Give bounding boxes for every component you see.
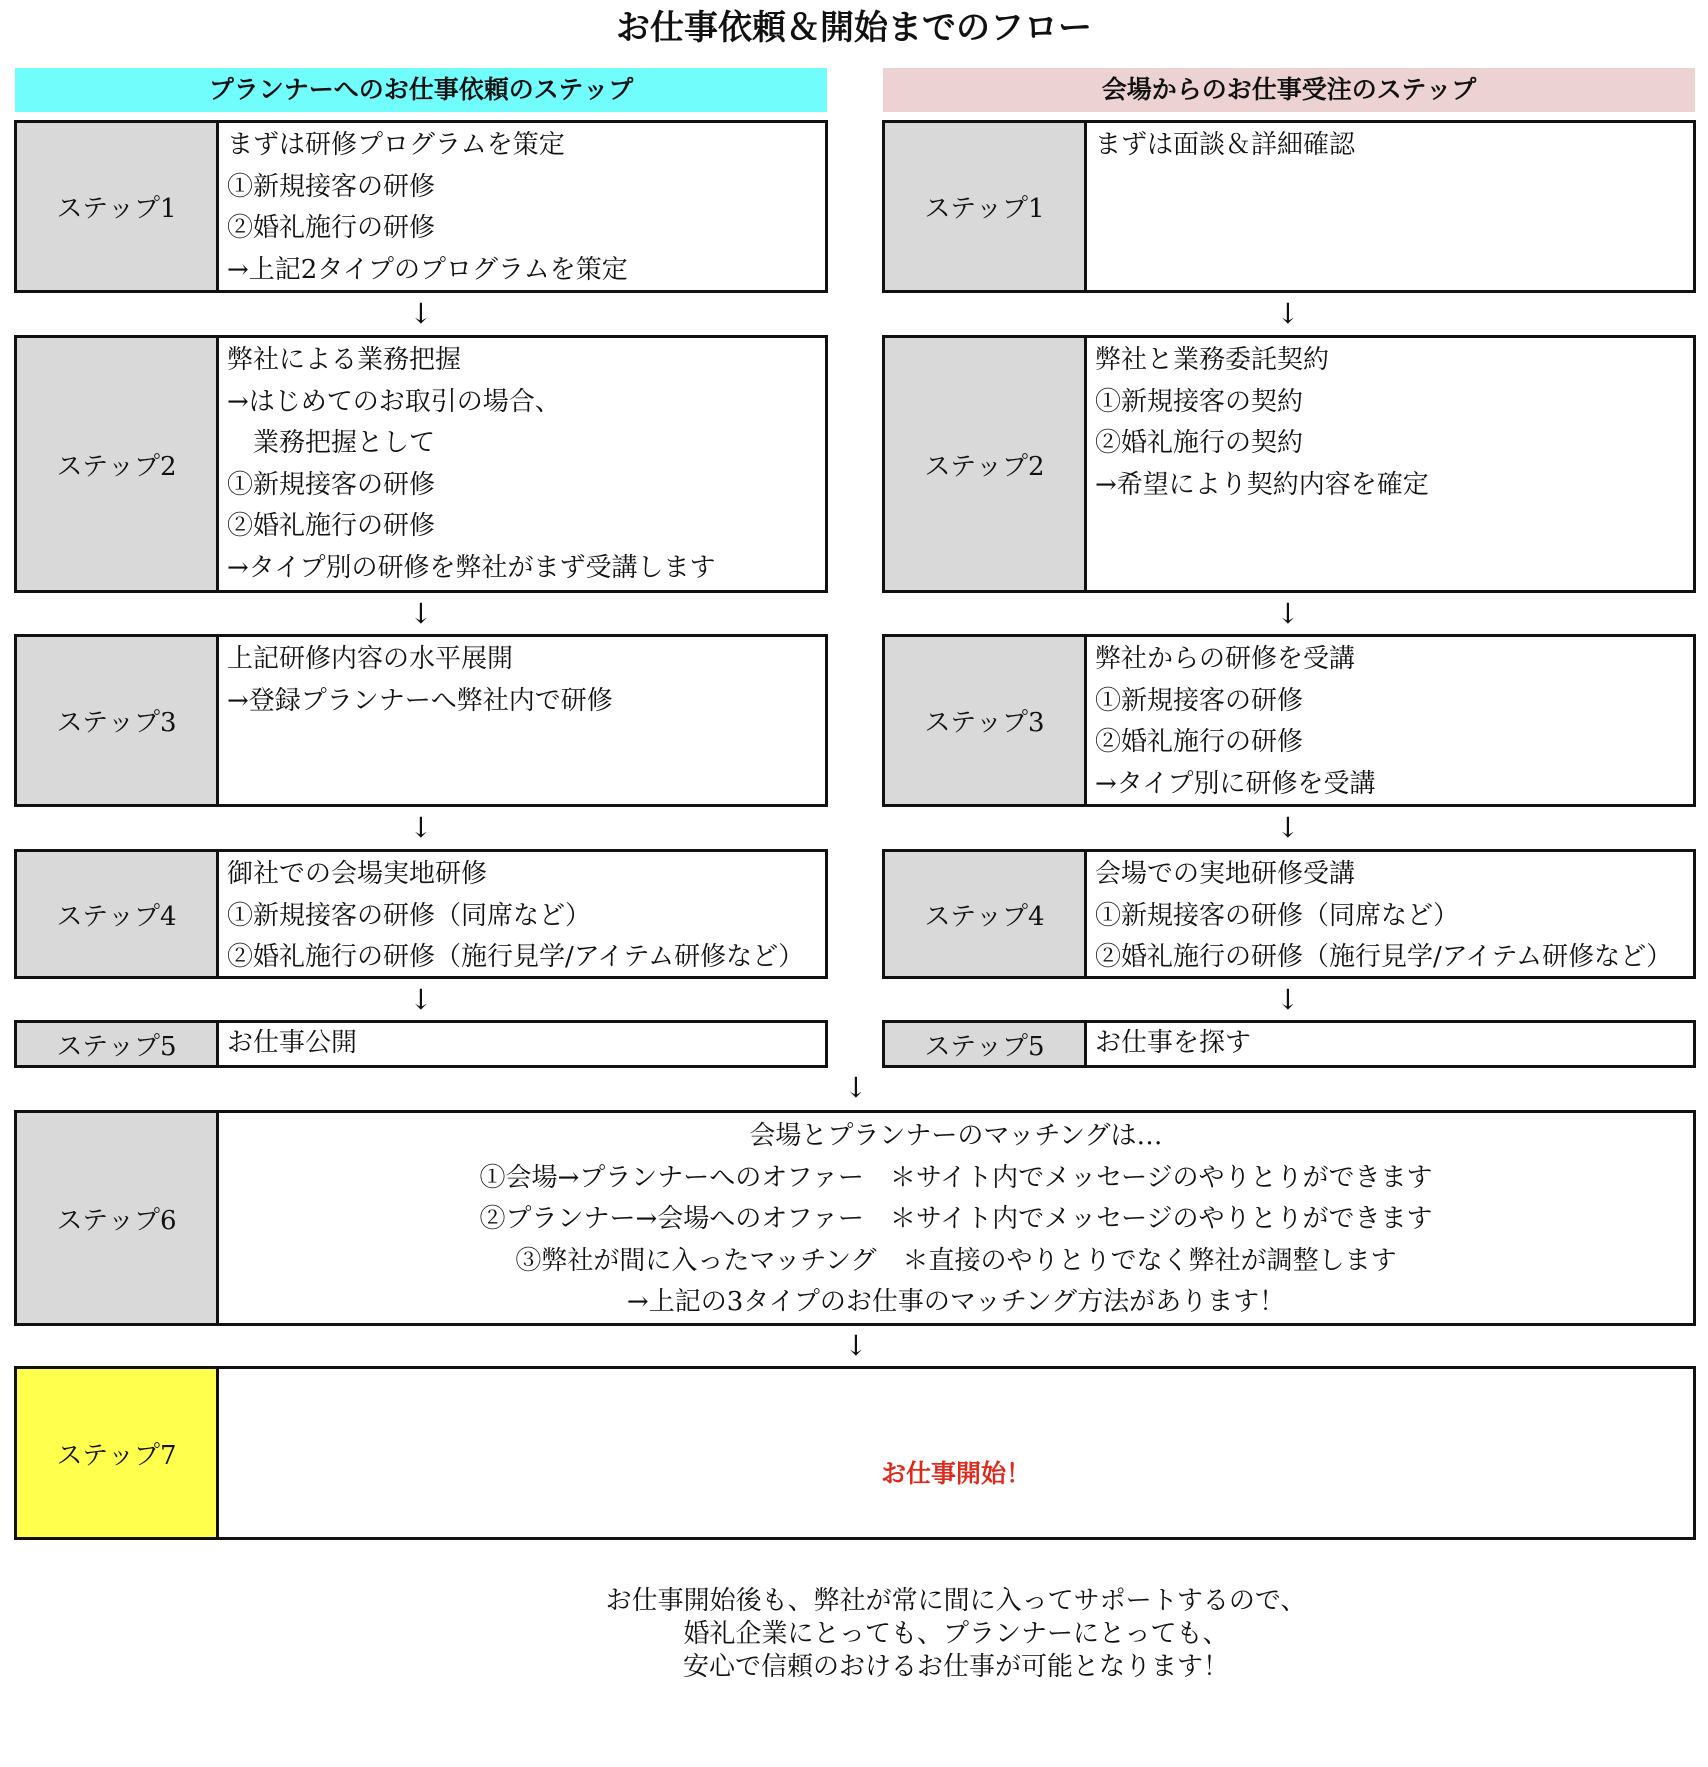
step-line: →希望により契約内容を確定 — [1095, 469, 1429, 500]
step-line: ①新規接客の研修（同席など） — [227, 900, 592, 931]
step-line: まずは研修プログラムを策定 — [227, 130, 565, 160]
down-arrow-icon: ↓ — [1276, 983, 1300, 1016]
step-line: 弊社による業務把握 — [227, 345, 462, 375]
step-label: ステップ2 — [17, 338, 219, 590]
step-content — [219, 338, 825, 590]
step-line: 弊社と業務委託契約 — [1095, 345, 1330, 375]
step-line: →上記の3タイプのお仕事のマッチング方法があります！ — [626, 1287, 1286, 1317]
work-start-text — [227, 1585, 1685, 1684]
step-line: →タイプ別の研修を弊社がまず受講します — [227, 552, 716, 583]
step-content — [219, 637, 825, 804]
down-arrow-icon: ↓ — [409, 811, 433, 844]
step-label: ステップ7 — [17, 1369, 219, 1537]
step-6-box — [14, 1110, 1696, 1326]
down-arrow-icon: ↓ — [1276, 597, 1300, 630]
step-line: ②婚礼施行の研修（施行見学/アイテム研修など） — [1095, 942, 1673, 972]
step-label: ステップ5 — [17, 1023, 219, 1065]
step-label: ステップ4 — [17, 852, 219, 976]
step-line: 会場とプランナーのマッチングは… — [749, 1121, 1163, 1151]
step-line: 上記研修内容の水平展開 — [227, 644, 514, 674]
step-line: ②婚礼施行の契約 — [1095, 428, 1304, 458]
right-column-header: 会場からのお仕事受注のステップ — [883, 68, 1695, 112]
step-label: ステップ1 — [17, 123, 219, 290]
right-step-5-box — [882, 1020, 1696, 1068]
step-content — [1087, 1023, 1693, 1065]
step-content — [1087, 338, 1693, 590]
down-arrow-icon: ↓ — [844, 1071, 868, 1104]
step-line: ②婚礼施行の研修 — [1095, 727, 1304, 757]
step-line: →はじめてのお取引の場合、 — [227, 386, 561, 417]
left-step-3-box — [14, 634, 828, 807]
work-start-heading: お仕事開始！ — [880, 1459, 1031, 1488]
step-line: ①新規接客の研修 — [227, 469, 436, 500]
left-step-2-box — [14, 335, 828, 593]
step-line: ②婚礼施行の研修 — [227, 511, 436, 541]
page-title: お仕事依頼＆開始までのフロー — [616, 8, 1092, 48]
step-label: ステップ4 — [885, 852, 1087, 976]
step-content — [219, 1023, 825, 1065]
step-line: ②プランナー→会場へのオファー ＊サイト内でメッセージのやりとりができます — [479, 1204, 1433, 1234]
step-line: →タイプ別に研修を受講 — [1095, 768, 1376, 799]
step-content — [219, 852, 825, 976]
step-line: 業務把握として — [227, 428, 436, 458]
step-line: お仕事公開 — [227, 1028, 358, 1058]
step-content — [219, 123, 825, 290]
step-label: ステップ2 — [885, 338, 1087, 590]
step-line: 会場での実地研修受講 — [1095, 859, 1356, 889]
step-content — [1087, 637, 1693, 804]
right-step-4-box — [882, 849, 1696, 979]
step-label: ステップ3 — [17, 637, 219, 804]
down-arrow-icon: ↓ — [844, 1329, 868, 1362]
step-label: ステップ3 — [885, 637, 1087, 804]
step-line: ①会場→プランナーへのオファー ＊サイト内でメッセージのやりとりができます — [479, 1162, 1433, 1193]
step-line: ①新規接客の契約 — [1095, 386, 1304, 417]
step-content — [219, 1113, 1693, 1323]
step-line: ②婚礼施行の研修（施行見学/アイテム研修など） — [227, 942, 805, 972]
left-step-5-box — [14, 1020, 828, 1068]
step-line: お仕事開始後も、弊社が常に間に入ってサポートするので、 — [605, 1586, 1307, 1616]
step-line: →登録プランナーへ弊社内で研修 — [227, 685, 613, 716]
step-line: ①新規接客の研修（同席など） — [1095, 900, 1460, 931]
step-content — [219, 1369, 1693, 1682]
step-line: 弊社からの研修を受講 — [1095, 644, 1356, 674]
step-label: ステップ6 — [17, 1113, 219, 1323]
step-line: ②婚礼施行の研修 — [227, 213, 436, 243]
step-line: →上記2タイプのプログラムを策定 — [227, 254, 628, 285]
step-content — [1087, 852, 1693, 976]
left-column-header: プランナーへのお仕事依頼のステップ — [15, 68, 827, 112]
down-arrow-icon: ↓ — [409, 597, 433, 630]
step-content — [1087, 123, 1693, 290]
down-arrow-icon: ↓ — [1276, 297, 1300, 330]
right-step-3-box — [882, 634, 1696, 807]
down-arrow-icon: ↓ — [409, 297, 433, 330]
step-label: ステップ1 — [885, 123, 1087, 290]
step-line: 婚礼企業にとっても、プランナーにとっても、 — [683, 1619, 1229, 1649]
step-label: ステップ5 — [885, 1023, 1087, 1065]
right-step-2-box — [882, 335, 1696, 593]
step-line: お仕事を探す — [1095, 1028, 1252, 1058]
step-line: 安心で信頼のおけるお仕事が可能となります！ — [682, 1652, 1229, 1682]
step-line: 御社での会場実地研修 — [227, 859, 488, 889]
down-arrow-icon: ↓ — [1276, 811, 1300, 844]
right-step-1-box — [882, 120, 1696, 293]
left-step-4-box — [14, 849, 828, 979]
step-7-box — [14, 1366, 1696, 1682]
left-step-1-box — [14, 120, 828, 293]
step-line: ①新規接客の研修 — [1095, 685, 1304, 716]
step-line: まずは面談＆詳細確認 — [1095, 130, 1356, 160]
step-line: ①新規接客の研修 — [227, 171, 436, 202]
down-arrow-icon: ↓ — [409, 983, 433, 1016]
step-line: ③弊社が間に入ったマッチング ＊直接のやりとりでなく弊社が調整します — [515, 1245, 1397, 1276]
